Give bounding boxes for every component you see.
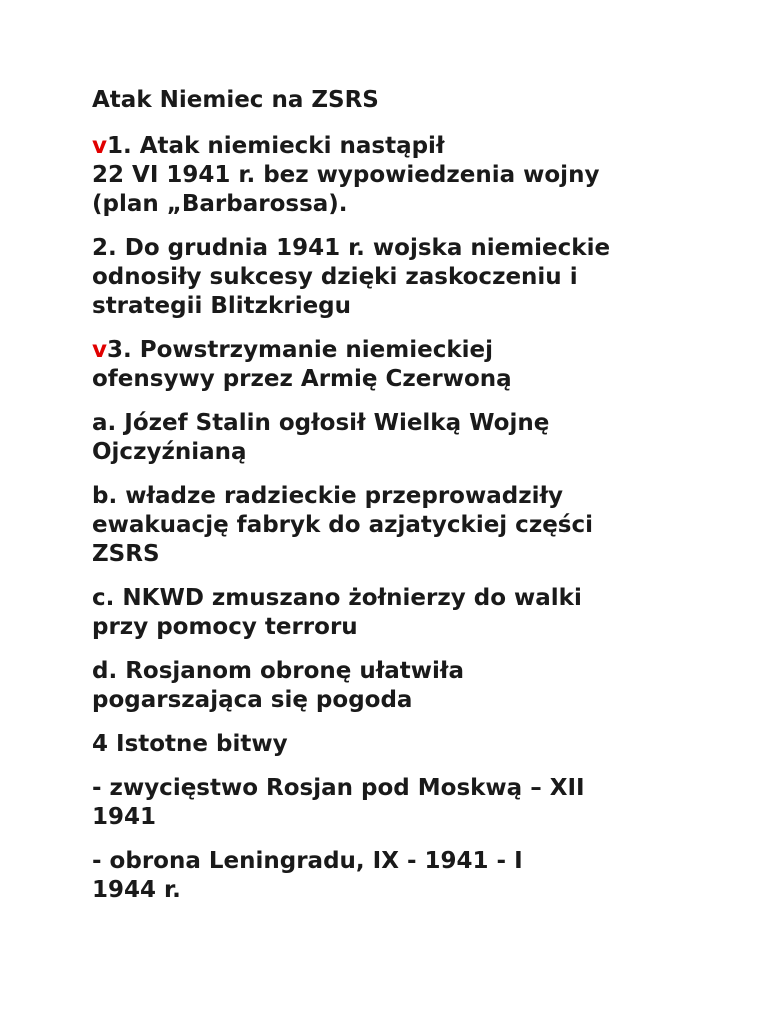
text-line (92, 482, 732, 511)
text-line-content: b. władze radzieckie przeprowadziły (92, 483, 564, 509)
bullet-marker: v (92, 133, 107, 159)
paragraph (92, 234, 732, 321)
text-line-content: - obrona Leningradu, IX - 1941 - I (92, 848, 523, 874)
text-line (92, 132, 732, 161)
text-line (92, 730, 732, 759)
text-line-content: ZSRS (92, 541, 160, 567)
paragraph (92, 774, 732, 832)
text-line (92, 438, 732, 467)
text-line-content: 2. Do grudnia 1941 r. wojska niemieckie (92, 235, 611, 261)
text-line (92, 161, 732, 190)
text-line-content: d. Rosjanom obronę ułatwiła (92, 658, 464, 684)
text-line-content: 1941 (92, 804, 157, 830)
document-title: Atak Niemiec na ZSRS (92, 87, 379, 113)
paragraph (92, 730, 732, 759)
bullet-marker: v (92, 337, 107, 363)
text-line-content: pogarszająca się pogoda (92, 687, 413, 713)
text-line (92, 336, 732, 365)
text-line (92, 511, 732, 540)
text-line-content: 3. Powstrzymanie niemieckiej (107, 337, 494, 363)
text-line-content: (plan „Barbarossa). (92, 191, 348, 217)
text-line (92, 774, 732, 803)
paragraph (92, 584, 732, 642)
text-line-content: 4 Istotne bitwy (92, 731, 288, 757)
text-line-content: odnosiły sukcesy dzięki zaskoczeniu i (92, 264, 578, 290)
text-line (92, 365, 732, 394)
paragraph (92, 657, 732, 715)
paragraph (92, 482, 732, 569)
text-line (92, 584, 732, 613)
paragraph (92, 132, 732, 219)
text-line (92, 613, 732, 642)
text-line (92, 234, 732, 263)
text-line (92, 540, 732, 569)
text-line-content: 1944 r. (92, 877, 181, 903)
text-line-content: ewakuację fabryk do azjatyckiej części (92, 512, 594, 538)
text-line-content: c. NKWD zmuszano żołnierzy do walki (92, 585, 582, 611)
text-line-content: - zwycięstwo Rosjan pod Moskwą – XII (92, 775, 585, 801)
text-line-content: przy pomocy terroru (92, 614, 358, 640)
paragraph (92, 336, 732, 394)
text-line-content: Ojczyźnianą (92, 439, 247, 465)
text-line-content: 22 VI 1941 r. bez wypowiedzenia wojny (92, 162, 600, 188)
text-line (92, 190, 732, 219)
text-line (92, 292, 732, 321)
text-line (92, 686, 732, 715)
text-line (92, 263, 732, 292)
paragraph (92, 409, 732, 467)
paragraph-list (92, 132, 732, 905)
document-page (92, 86, 732, 920)
paragraph (92, 847, 732, 905)
text-line-content: ofensywy przez Armię Czerwoną (92, 366, 512, 392)
text-line-content: a. Józef Stalin ogłosił Wielką Wojnę (92, 410, 550, 436)
text-line-content: 1. Atak niemiecki nastąpił (107, 133, 445, 159)
text-line (92, 409, 732, 438)
text-line (92, 847, 732, 876)
text-line-content: strategii Blitzkriegu (92, 293, 352, 319)
text-line (92, 876, 732, 905)
text-line (92, 657, 732, 686)
text-line (92, 803, 732, 832)
